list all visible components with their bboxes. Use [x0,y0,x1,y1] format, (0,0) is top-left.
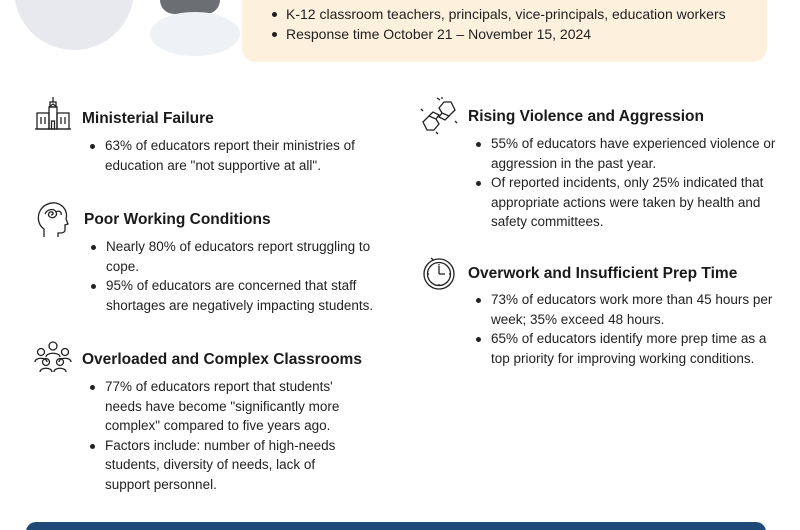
survey-info-list [272,4,726,44]
list-item: Nearly 80% of educators report struggling to cope. [91,237,391,276]
hero-photo [0,0,250,62]
list-item: 77% of educators report that students' needs have become "significantly more complex" compared to five years ago. [90,377,360,436]
hero-photo-shape [14,0,134,50]
list-item: 63% of educators report their ministries of education are "not supportive at all". [90,136,360,175]
section-list [90,136,360,175]
list-item: 55% of educators have experienced violence or aggression in the past year. [476,134,776,173]
stressed-head-icon [34,200,72,238]
section-list [91,237,391,315]
fists-bumping-icon [420,97,458,135]
section-list [476,290,776,368]
parliament-building-icon [34,96,72,134]
list-item: Of reported incidents, only 25% indicated that appropriate actions were taken by health and safety committees. [476,173,776,232]
survey-info-item: Response time October 21 – November 15, 2024 [272,24,726,44]
list-item: 73% of educators work more than 45 hours per week; 35% exceed 48 hours. [476,290,776,329]
footer-bar [26,522,766,530]
section-violence-aggression [420,97,790,237]
list-item: 65% of educators identify more prep time as a top priority for improving working conditions. [476,329,776,368]
hero-photo-shape [150,12,240,56]
section-list [90,377,360,495]
section-working-conditions [34,200,404,320]
stopwatch-icon [420,254,458,292]
survey-info-box [242,0,767,62]
section-title: Poor Working Conditions [84,211,271,228]
section-title: Ministerial Failure [82,110,214,127]
section-ministerial-failure [34,96,394,186]
list-item: 95% of educators are concerned that staff shortages are negatively impacting students. [91,276,391,315]
section-overwork-prep-time [420,254,790,394]
section-title: Overwork and Insufficient Prep Time [468,265,738,282]
section-list [476,134,776,232]
group-of-people-icon [34,340,72,378]
survey-info-item: K-12 classroom teachers, principals, vice-principals, education workers [272,4,726,24]
section-complex-classrooms [34,340,404,500]
list-item: Factors include: number of high-needs students, diversity of needs, lack of support personnel. [90,436,360,495]
section-title: Overloaded and Complex Classrooms [82,351,362,368]
section-title: Rising Violence and Aggression [468,108,704,125]
